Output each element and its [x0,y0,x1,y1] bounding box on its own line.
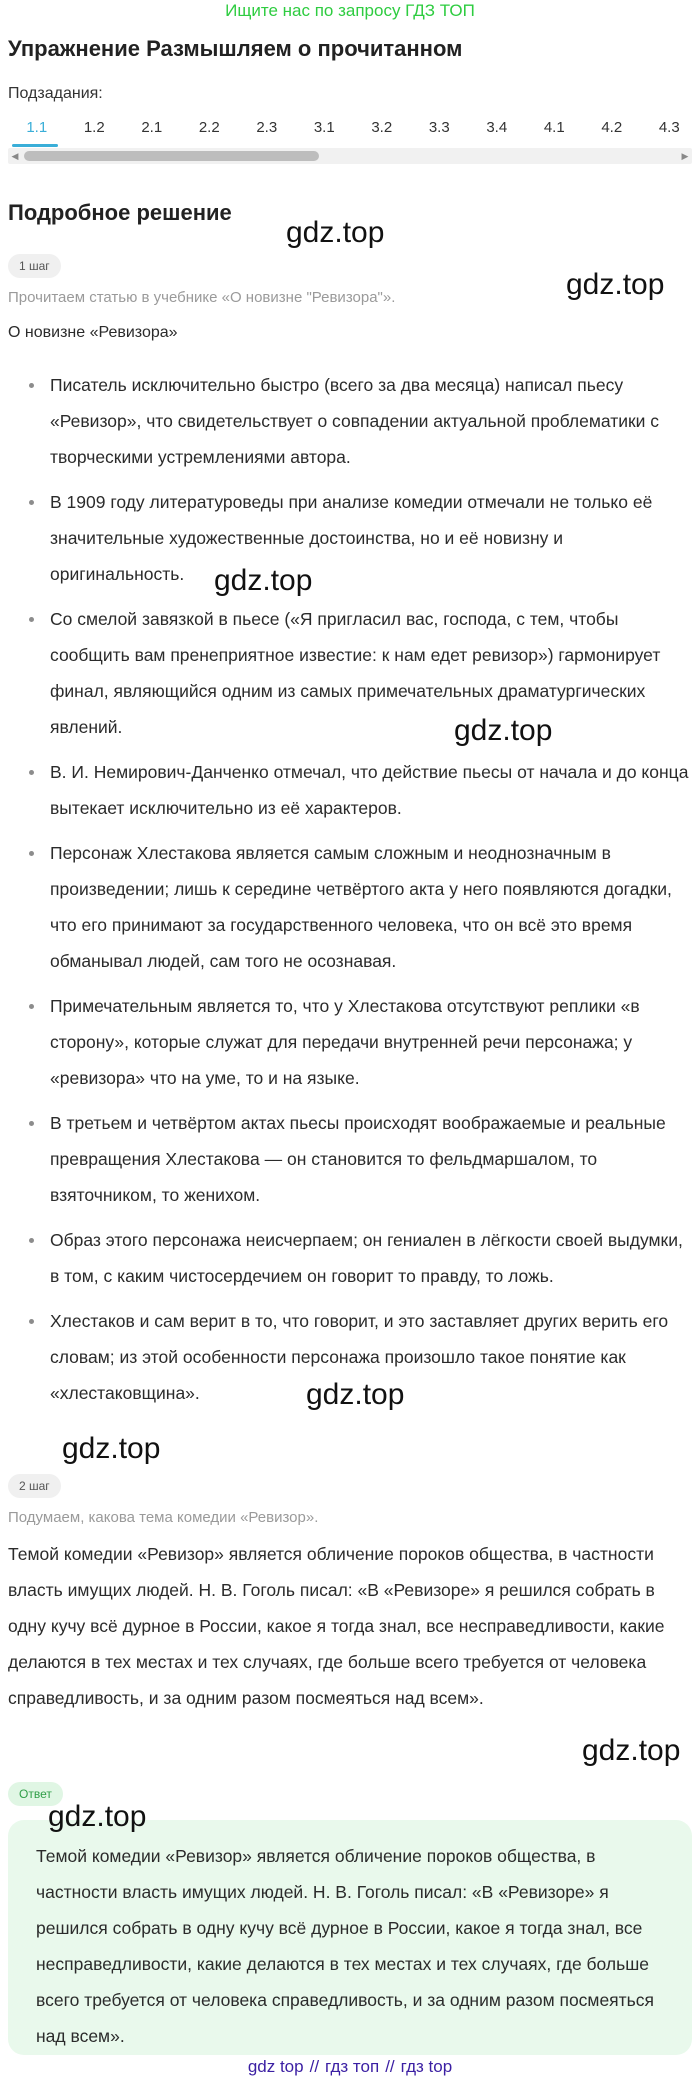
step-1-badge: 1 шаг [8,254,61,278]
tab-2-2[interactable]: 2.2 [198,119,220,136]
answer-box [8,1820,692,2055]
footer-links [0,2053,700,2081]
scroll-left-arrow-icon[interactable]: ◀ [11,151,19,161]
footer-link[interactable]: гдз топ [325,2057,380,2076]
step-2-hint: Подумаем, какова тема комедии «Ревизор». [8,1509,319,1526]
footer-separator: // [385,2057,395,2076]
tab-1-1[interactable]: 1.1 [8,113,66,147]
watermark: gdz.top [566,268,665,301]
list-item: В 1909 году литературоведы при анализе комедии отмечали не только её значительные художественные достоинства, но и её новизну и оригинальность. [8,484,692,592]
scroll-right-arrow-icon[interactable]: ▶ [681,151,689,161]
scrollbar-thumb[interactable] [24,151,319,161]
step-2-text: Темой комедии «Ревизор» является обличение пороков общества, в частности власть имущих людей. Н. В. Гоголь писал: «В «Ревизоре» я решился собрать в одну кучу всё дурное в России, какое я тогда знал, все несправедливости, какие делаются в тех местах и тех случаях, где больше всего требуется от человека справедливость, и за одним разом посмеяться над всем». [8,1544,665,1708]
list-item: Писатель исключительно быстро (всего за два месяца) написал пьесу «Ревизор», что свидетельствует о совпадении актуальной проблематики с творческими устремлениями автора. [8,367,692,475]
answer-text: Темой комедии «Ревизор» является обличение пороков общества, в частности власть имущих людей. Н. В. Гоголь писал: «В «Ревизоре» я решился собрать в одну кучу всё дурное в России, какое я тогда знал, все несправедливости, какие делаются в тех местах и тех случаях, где больше всего требуется от человека справедливость, и за одним разом посмеяться над всем». [36,1846,655,2046]
tab-3-4[interactable]: 3.4 [486,119,508,136]
article-points-list [8,367,692,1420]
list-item: В. И. Немирович-Данченко отмечал, что действие пьесы от начала и до конца вытекает исключительно из её характеров. [8,754,692,826]
tab-3-2[interactable]: 3.2 [371,119,393,136]
tab-4-3[interactable]: 4.3 [658,119,680,136]
footer-separator: // [309,2057,320,2076]
watermark: gdz.top [454,714,553,747]
article-title: О новизне «Ревизора» [8,324,178,341]
tab-4-1[interactable]: 4.1 [543,119,565,136]
footer-link[interactable]: гдз top [400,2057,453,2076]
solution-heading: Подробное решение [8,200,232,225]
search-banner: Ищите нас по запросу ГДЗ ТОП [225,1,475,20]
page-title: Упражнение Размышляем о прочитанном [8,36,463,61]
tab-2-3[interactable]: 2.3 [256,119,278,136]
tab-1-2[interactable]: 1.2 [83,119,105,136]
step-2-badge: 2 шаг [8,1474,61,1498]
subtasks-label: Подзадания: [8,85,103,102]
tab-2-1[interactable]: 2.1 [141,119,163,136]
footer-link[interactable]: gdz top [247,2057,304,2076]
list-item: Примечательным является то, что у Хлестакова отсутствуют реплики «в сторону», которые служат для передачи внутренней речи персонажа; у «ревизора» что на уме, то и на языке. [8,988,692,1096]
tab-3-1[interactable]: 3.1 [313,119,335,136]
list-item: Персонаж Хлестакова является самым сложным и неоднозначным в произведении; лишь к середине четвёртого акта у него появляются догадки, что его принимают за государственного человека, что он всё это время обманывал людей, сам того не осознавая. [8,835,692,979]
watermark: gdz.top [582,1734,681,1767]
list-item: Со смелой завязкой в пьесе («Я пригласил вас, господа, с тем, чтобы сообщить вам пренеприятное известие: к нам едет ревизор») гармонирует финал, являющийся одним из самых примечательных драматургических явлений. [8,601,692,745]
tab-4-2[interactable]: 4.2 [601,119,623,136]
list-item: Образ этого персонажа неисчерпаем; он гениален в лёгкости своей выдумки, в том, с каким чистосердечием он говорит то правду, то ложь. [8,1222,692,1294]
answer-badge: Ответ [8,1782,63,1806]
tab-3-3[interactable]: 3.3 [428,119,450,136]
watermark: gdz.top [306,1378,405,1411]
subtask-tabs [8,113,692,147]
watermark: gdz.top [48,1800,147,1833]
tabs-scrollbar[interactable] [8,148,692,164]
watermark: gdz.top [286,216,385,249]
step-1-hint: Прочитаем статью в учебнике «О новизне "Ревизора"». [8,289,396,306]
watermark: gdz.top [214,564,313,597]
list-item: Хлестаков и сам верит в то, что говорит, и это заставляет других верить его словам; из этой особенности персонажа произошло такое понятие как «хлестаковщина». [8,1303,692,1411]
list-item: В третьем и четвёртом актах пьесы происходят воображаемые и реальные превращения Хлестакова — он становится то фельдмаршалом, то взяточником, то женихом. [8,1105,692,1213]
watermark: gdz.top [62,1432,161,1465]
